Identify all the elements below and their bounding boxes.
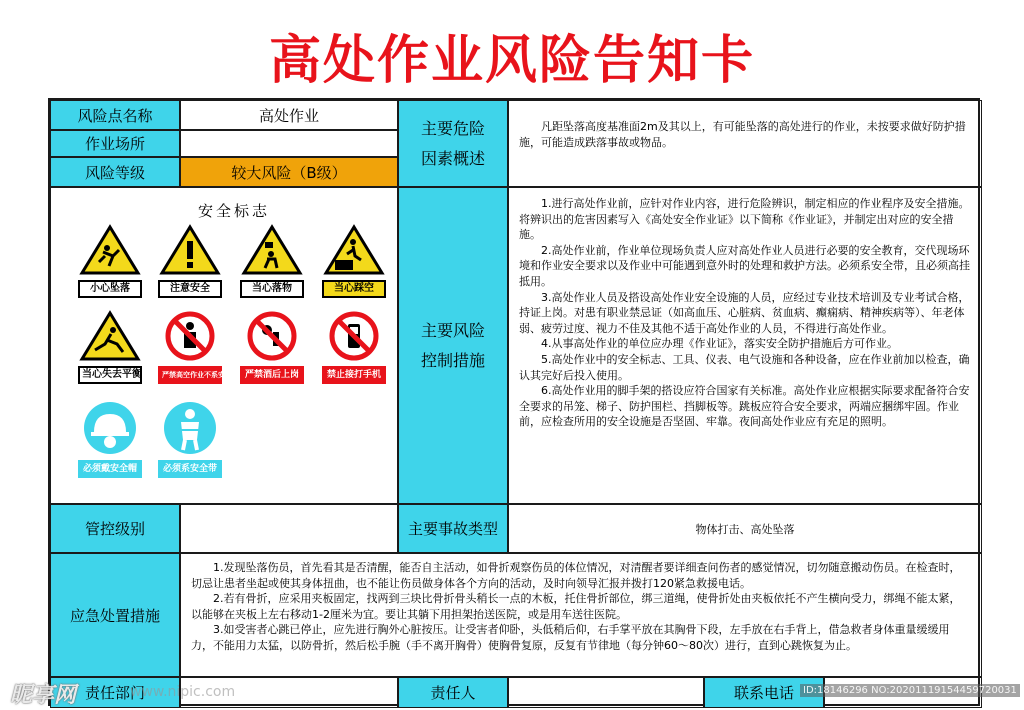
watermark-id: ID:18146296 NO:20201119154459720031 <box>800 684 1020 697</box>
level-value: 较大风险（B级） <box>180 157 398 187</box>
step-void-warning-icon <box>323 224 385 276</box>
watermark-url: www.nipic.com <box>130 684 236 700</box>
falling-objects-warning-icon <box>241 224 303 276</box>
sign-harness <box>154 400 226 478</box>
lose-balance-warning-icon <box>79 310 141 362</box>
sign-falling-objects <box>236 224 308 298</box>
main-hazard-paragraph: 凡距坠落高度基准面2m及其以上，有可能坠落的高处进行的作业，未按要求做好防护措施，可能造成跌落事故或物品。 <box>519 120 966 149</box>
control-measure-item: 2.高处作业前，作业单位现场负责人应对高处作业人员进行必要的安全教育，交代现场环境和作业安全要求以及作业中可能遇到意外时的处理和救护方法。必须系安全带，且必须高挂抵用。 <box>519 243 970 288</box>
emergency-label: 应急处置措施 <box>50 553 180 677</box>
main-hazard-text <box>508 100 982 187</box>
control-level-value <box>180 504 398 553</box>
resp-dept-label: 责任部门 <box>50 677 180 708</box>
sign-caption: 必须系安全带 <box>158 460 222 478</box>
control-measure-item: 4.从事高处作业的单位应办理《作业证》，落实安全防护措施后方可作业。 <box>541 337 898 351</box>
risk-point-value: 高处作业 <box>180 100 398 130</box>
emergency-measure-item: 2.若有骨折，应采用夹板固定，找两到三块比骨折骨头稍长一点的木板，托住骨折部位，绑三道绳，使骨折处由夹板依托不产生横向受力，绑绳不能太紧，以能够在夹板上左右移动1-2厘米为宜。要让其躺下用担架抬送医院，或是用车送往医院。 <box>191 592 961 621</box>
control-measure-item: 5.高处作业中的安全标志、工具、仪表、电气设施和各种设备，应在作业前加以检查，确认其完好后投入使用。 <box>519 352 970 382</box>
sign-caption: 注意安全 <box>158 280 222 298</box>
site-value <box>180 130 398 157</box>
no-phone-prohibition-icon <box>323 310 385 362</box>
control-label-line2: 控制措施 <box>420 350 485 370</box>
main-hazard-label-line2: 因素概述 <box>420 148 485 168</box>
emergency-measure-item: 1.发现坠落伤员，首先看其是否清醒，能否自主活动，如骨折观察伤员的体位情况，对清醒者要详细查问伤者的感觉情况，切勿随意搬动伤员。在检查时，切忌让患者坐起或使其身体扭曲，也不能让伤员做身体各个方向的活动，及时向领导汇报并拨打120紧急救援电话。 <box>191 561 961 590</box>
sign-caption: 当心失去平衡 <box>78 366 142 384</box>
sign-helmet <box>74 400 146 478</box>
sign-caption: 严禁高空作业不系安全带 <box>158 366 222 384</box>
sign-step-void <box>318 224 390 298</box>
control-measure-item: 6.高处作业用的脚手架的搭设应符合国家有关标准。高处作业应根据实际要求配备符合安全要求的吊笼、梯子、防护围栏、挡脚板等。跳板应符合安全要求，两端应捆绑牢固。作业前，应检查所用的安全设施是否坚固、牢靠。夜间高处作业应有充足的照明。 <box>519 384 970 429</box>
harness-mandatory-icon <box>159 400 221 456</box>
sign-caption: 当心踩空 <box>322 280 386 298</box>
accident-type-value: 物体打击、高处坠落 <box>508 504 982 553</box>
sign-no-drinking <box>236 310 308 384</box>
sign-caption: 禁止接打手机 <box>322 366 386 384</box>
control-measures-label <box>398 187 508 504</box>
site-label: 作业场所 <box>50 130 180 157</box>
sign-lose-balance <box>74 310 146 384</box>
sign-caption: 严禁酒后上岗 <box>240 366 304 384</box>
sign-caption: 小心坠落 <box>78 280 142 298</box>
sign-caption: 必须戴安全帽 <box>78 460 142 478</box>
main-hazard-label-line1: 主要危险 <box>420 118 485 138</box>
no-drinking-prohibition-icon <box>241 310 303 362</box>
sign-no-harness <box>154 310 239 384</box>
sign-falling <box>74 224 146 298</box>
accident-type-label: 主要事故类型 <box>398 504 508 553</box>
control-measures-text <box>508 187 982 504</box>
helmet-mandatory-icon <box>79 400 141 456</box>
main-hazard-label <box>398 100 508 187</box>
safety-signs-title: 安全标志 <box>198 202 271 220</box>
risk-card <box>48 98 980 706</box>
page-title: 高处作业风险告知卡 <box>268 31 755 91</box>
sign-caption: 当心落物 <box>240 280 304 298</box>
risk-point-label: 风险点名称 <box>50 100 180 130</box>
control-label-line1: 主要风险 <box>420 320 485 340</box>
exclamation-warning-icon <box>159 224 221 276</box>
sign-no-phone <box>318 310 390 384</box>
control-level-label: 管控级别 <box>50 504 180 553</box>
resp-person-label: 责任人 <box>398 677 508 708</box>
control-measure-item: 1.进行高处作业前，应针对作业内容，进行危险辨识，制定相应的作业程序及安全措施。将辨识出的危害因素写入《高处安全作业证》以下简称《作业证》，并制定出对应的安全措施。 <box>519 197 970 242</box>
resp-person-value <box>508 677 704 708</box>
emergency-measures-text <box>180 553 982 677</box>
sign-caution <box>154 224 226 298</box>
level-label: 风险等级 <box>50 157 180 187</box>
phone-label: 联系电话 <box>704 677 824 708</box>
falling-warning-icon <box>79 224 141 276</box>
no-harness-prohibition-icon <box>159 310 221 362</box>
watermark-logo: 昵享网 <box>10 683 77 708</box>
emergency-measure-item: 3.如受害者心跳已停止，应先进行胸外心脏按压。让受害者仰卧，头低稍后仰，右手掌平放在其胸骨下段，左手放在右手背上，借急救者身体重量缓缓用力，不能用力太猛，以防骨折，然后松手腕（手不离开胸骨）使胸骨复原，反复有节律地（每分钟60～80次）进行，直到心跳恢复为止。 <box>191 623 950 652</box>
control-measure-item: 3.高处作业人员及搭设高处作业安全设施的人员，应经过专业技术培训及专业考试合格，持证上岗。对患有职业禁忌证（如高血压、心脏病、贫血病、癫痫病、精神疾病等）、年老体弱、疲劳过度、视力不佳及其他不适于高处作业的人员，不得进行高处作业。 <box>519 290 970 335</box>
